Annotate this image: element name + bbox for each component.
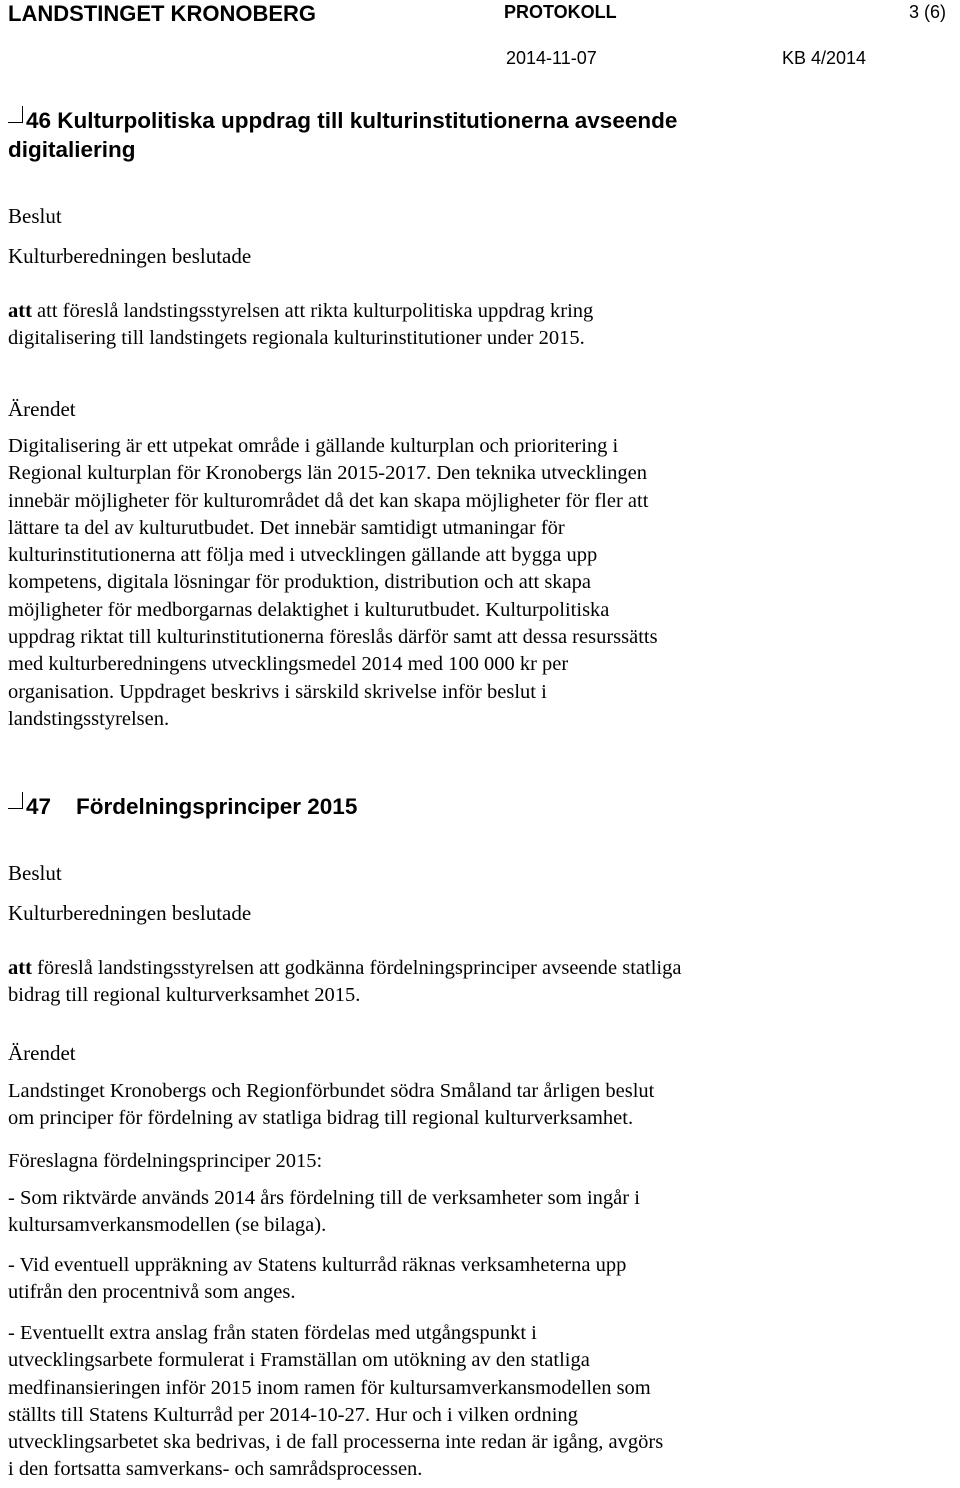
decision-text: digitalisering till landstingets regionala kulturinstitutioner under 2015. <box>8 327 585 350</box>
paragraph-line: - Vid eventuell uppräkning av Statens kulturråd räknas verksamheterna upp <box>8 1254 627 1276</box>
paragraph-line: utifrån den procentnivå som anges. <box>8 1281 296 1304</box>
section-46-arendet-text <box>8 433 953 733</box>
decision-text: bidrag till regional kulturverksamhet 2015. <box>8 984 361 1007</box>
section-47-title-text: Fördelningsprinciper 2015 <box>76 794 358 819</box>
section-47-beslut-label: Beslut <box>8 861 62 885</box>
page-number: 3 (6) <box>909 2 947 22</box>
att-keyword: att <box>8 957 32 979</box>
paragraph-line: ställts till Statens Kulturråd per 2014-10-27. Hur och i vilken ordning <box>8 1403 578 1426</box>
organization-name: LANDSTINGET KRONOBERG <box>8 1 316 26</box>
section-46-title-line1: 46 Kulturpolitiska uppdrag till kulturinstitutionerna avseende <box>26 108 678 133</box>
principle-item <box>8 1320 953 1484</box>
principle-item <box>8 1185 953 1240</box>
section-47-decided-by: Kulturberedningen beslutade <box>8 901 252 925</box>
section-46-title <box>8 106 677 164</box>
att-keyword: att <box>8 300 32 322</box>
section-47-decision <box>8 955 953 1010</box>
document-type: PROTOKOLL <box>504 2 617 22</box>
protocol-reference: KB 4/2014 <box>782 48 867 68</box>
section-47-arendet-label: Ärendet <box>8 1041 76 1065</box>
principle-item <box>8 1252 953 1307</box>
paragraph-line: utvecklingsarbete formulerat i Framställan om utökning av den statliga <box>8 1349 590 1372</box>
principles-heading: Föreslagna fördelningsprinciper 2015: <box>8 1150 323 1172</box>
paragraph-line: Regional kulturplan för Kronobergs län 2015-2017. Den teknika utvecklingen <box>8 462 647 485</box>
paragraph-line: med kulturberedningens utvecklingsmedel 2014 med 100 000 kr per <box>8 653 569 676</box>
paragraph-line: om principer för fördelning av statliga bidrag till regional kulturverksamhet. <box>8 1107 634 1130</box>
section-46-arendet-label: Ärendet <box>8 397 76 421</box>
paragraph-line: uppdrag riktat till kulturinstitutionerna föreslås därför samt att dessa resurssätts <box>8 626 658 649</box>
section-mark-icon <box>8 792 23 809</box>
paragraph-line: Landstinget Kronobergs och Regionförbundet södra Småland tar årligen beslut <box>8 1080 655 1102</box>
paragraph-line: lättare ta del av kulturutbudet. Det innebär samtidigt utmaningar för <box>8 516 565 539</box>
decision-text: att föreslå landstingsstyrelsen att rikta kulturpolitiska uppdrag kring <box>31 300 594 322</box>
section-47-title <box>8 792 357 821</box>
paragraph-line: kulturinstitutionerna att följa med i utvecklingen gällande att bygga upp <box>8 544 598 567</box>
paragraph-line: - Eventuellt extra anslag från staten fördelas med utgångspunkt i <box>8 1322 537 1344</box>
paragraph-line: - Som riktvärde används 2014 års fördelning till de verksamheter som ingår i <box>8 1187 640 1209</box>
paragraph-line: innebär möjligheter för kulturområdet då det kan skapa möjligheter för fler att <box>8 489 649 512</box>
paragraph-line: kompetens, digitala lösningar för produktion, distribution och att skapa <box>8 571 592 594</box>
paragraph-line: i den fortsatta samverkans- och samrådsprocessen. <box>8 1458 423 1481</box>
section-47-number: 47 <box>26 794 52 819</box>
paragraph-line: medfinansieringen inför 2015 inom ramen för kultursamverkansmodellen som <box>8 1376 651 1399</box>
section-46-decision <box>8 298 953 353</box>
paragraph-line: utvecklingsarbetet ska bedrivas, i de fall processerna inte redan är igång, avgörs <box>8 1431 664 1454</box>
section-46-title-line2: digitaliering <box>8 137 136 162</box>
meeting-date: 2014-11-07 <box>506 48 597 68</box>
paragraph-line: möjligheter för medborgarnas delaktighet i kulturutbudet. Kulturpolitiska <box>8 598 610 621</box>
paragraph-line: kultursamverkansmodellen (se bilaga). <box>8 1214 327 1237</box>
paragraph-line: landstingsstyrelsen. <box>8 707 170 730</box>
section-mark-icon <box>8 106 23 123</box>
section-47-intro <box>8 1078 953 1133</box>
paragraph-line: organisation. Uppdraget beskrivs i särskild skrivelse inför beslut i <box>8 680 547 703</box>
paragraph-line: Digitalisering är ett utpekat område i gällande kulturplan och prioritering i <box>8 435 619 457</box>
section-46-decided-by: Kulturberedningen beslutade <box>8 244 252 268</box>
section-46-beslut-label: Beslut <box>8 204 62 228</box>
decision-text: föreslå landstingsstyrelsen att godkänna fördelningsprinciper avseende statliga <box>31 957 682 979</box>
